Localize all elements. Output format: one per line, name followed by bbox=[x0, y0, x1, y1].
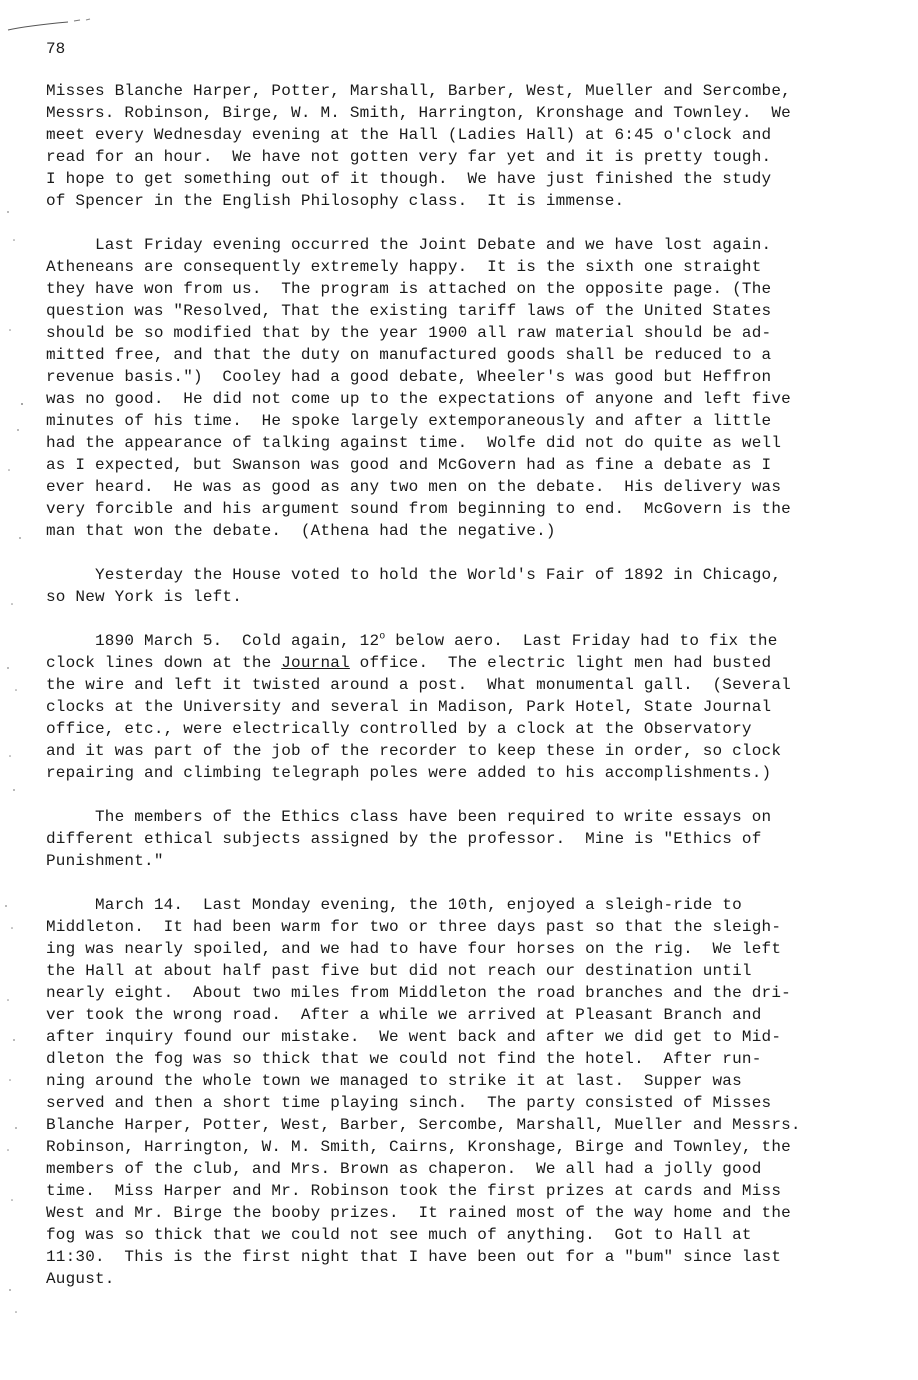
text-line: August. bbox=[46, 1270, 115, 1288]
paragraph-march-5-rest bbox=[46, 674, 896, 784]
text-line: served and then a short time playing sinch. The party consisted of Misses bbox=[46, 1094, 772, 1112]
text-run: office. The electric light men had busted bbox=[349, 654, 772, 672]
text-line: had the appearance of talking against time. Wolfe did not do quite as well bbox=[46, 434, 782, 452]
body-text bbox=[46, 80, 896, 1290]
text-line: Atheneans are consequently extremely happy. It is the sixth one straight bbox=[46, 258, 762, 276]
paragraph-ethics-class bbox=[46, 806, 896, 872]
text-line: Middleton. It had been warm for two or three days past so that the sleigh- bbox=[46, 918, 782, 936]
paragraph-sleigh-ride bbox=[46, 894, 896, 1290]
text-line: mitted free, and that the duty on manufactured goods shall be reduced to a bbox=[46, 346, 772, 364]
text-line: fog was so thick that we could not see much of anything. Got to Hall at bbox=[46, 1226, 752, 1244]
text-line: clocks at the University and several in Madison, Park Hotel, State Journal bbox=[46, 698, 772, 716]
paragraph-gap bbox=[46, 542, 896, 564]
text-line: as I expected, but Swanson was good and McGovern had as fine a debate as I bbox=[46, 456, 772, 474]
text-run: below aero. Last Friday had to fix the bbox=[385, 632, 778, 650]
text-line: Blanche Harper, Potter, West, Barber, Sercombe, Marshall, Mueller and Messrs. bbox=[46, 1116, 801, 1134]
paragraph-gap bbox=[46, 784, 896, 806]
text-line: West and Mr. Birge the booby prizes. It rained most of the way home and the bbox=[46, 1204, 791, 1222]
text-line: members of the club, and Mrs. Brown as chaperon. We all had a jolly good bbox=[46, 1160, 762, 1178]
text-line: meet every Wednesday evening at the Hall (Ladies Hall) at 6:45 o'clock and bbox=[46, 126, 772, 144]
text-line: Messrs. Robinson, Birge, W. M. Smith, Harrington, Kronshage and Townley. We bbox=[46, 104, 791, 122]
text-line: I hope to get something out of it though. We have just finished the study bbox=[46, 170, 772, 188]
text-line bbox=[46, 630, 896, 652]
text-line: Punishment." bbox=[46, 852, 164, 870]
text-line: Yesterday the House voted to hold the World's Fair of 1892 in Chicago, bbox=[46, 566, 782, 584]
paragraph-march-5 bbox=[46, 630, 896, 784]
text-line: ver took the wrong road. After a while we arrived at Pleasant Branch and bbox=[46, 1006, 762, 1024]
text-line: Robinson, Harrington, W. M. Smith, Cairns, Kronshage, Birge and Townley, the bbox=[46, 1138, 791, 1156]
margin-specks bbox=[0, 0, 40, 1380]
text-line: read for an hour. We have not gotten very far yet and it is pretty tough. bbox=[46, 148, 772, 166]
text-line: should be so modified that by the year 1900 all raw material should be ad- bbox=[46, 324, 772, 342]
paragraph-gap bbox=[46, 872, 896, 894]
text-line: so New York is left. bbox=[46, 588, 243, 606]
text-run: 1890 March 5. Cold again, 12 bbox=[46, 632, 380, 650]
paragraph-worlds-fair bbox=[46, 564, 896, 608]
degree-superscript: o bbox=[379, 631, 386, 643]
text-line: question was "Resolved, That the existing tariff laws of the United States bbox=[46, 302, 772, 320]
text-line: of Spencer in the English Philosophy class. It is immense. bbox=[46, 192, 625, 210]
text-line: very forcible and his argument sound from beginning to end. McGovern is the bbox=[46, 500, 791, 518]
text-line: dleton the fog was so thick that we could not find the hotel. After run- bbox=[46, 1050, 762, 1068]
text-line: time. Miss Harper and Mr. Robinson took the first prizes at cards and Miss bbox=[46, 1182, 782, 1200]
paragraph-gap bbox=[46, 212, 896, 234]
text-line: repairing and climbing telegraph poles were added to his accomplishments.) bbox=[46, 764, 772, 782]
text-line: The members of the Ethics class have been required to write essays on bbox=[46, 808, 772, 826]
paragraph-reading-club bbox=[46, 80, 896, 212]
paragraph-gap bbox=[46, 608, 896, 630]
journal-underlined: Journal bbox=[281, 654, 350, 672]
text-line: the wire and left it twisted around a post. What monumental gall. (Several bbox=[46, 676, 791, 694]
text-line bbox=[46, 652, 896, 674]
text-line: nearly eight. About two miles from Middleton the road branches and the dri- bbox=[46, 984, 791, 1002]
text-line: Last Friday evening occurred the Joint Debate and we have lost again. bbox=[46, 236, 772, 254]
text-line: man that won the debate. (Athena had the negative.) bbox=[46, 522, 556, 540]
text-line: March 14. Last Monday evening, the 10th, enjoyed a sleigh-ride to bbox=[46, 896, 742, 914]
text-run: clock lines down at the bbox=[46, 654, 282, 672]
text-line: the Hall at about half past five but did not reach our destination until bbox=[46, 962, 752, 980]
text-line: minutes of his time. He spoke largely extemporaneously and after a little bbox=[46, 412, 772, 430]
paragraph-joint-debate bbox=[46, 234, 896, 542]
text-line: revenue basis.") Cooley had a good debate, Wheeler's was good but Heffron bbox=[46, 368, 772, 386]
text-line: Misses Blanche Harper, Potter, Marshall, Barber, West, Mueller and Sercombe, bbox=[46, 82, 791, 100]
text-line: after inquiry found our mistake. We went back and after we did get to Mid- bbox=[46, 1028, 782, 1046]
text-line: and it was part of the job of the recorder to keep these in order, so clock bbox=[46, 742, 782, 760]
text-line: office, etc., were electrically controlled by a clock at the Observatory bbox=[46, 720, 752, 738]
text-line: ever heard. He was as good as any two men on the debate. His delivery was bbox=[46, 478, 782, 496]
page-number: 78 bbox=[46, 40, 66, 58]
text-line: they have won from us. The program is attached on the opposite page. (The bbox=[46, 280, 772, 298]
text-line: 11:30. This is the first night that I have been out for a "bum" since last bbox=[46, 1248, 782, 1266]
text-line: was no good. He did not come up to the expectations of anyone and left five bbox=[46, 390, 791, 408]
text-line: ning around the whole town we managed to strike it at last. Supper was bbox=[46, 1072, 742, 1090]
text-line: ing was nearly spoiled, and we had to have four horses on the rig. We left bbox=[46, 940, 782, 958]
text-line: different ethical subjects assigned by the professor. Mine is "Ethics of bbox=[46, 830, 762, 848]
